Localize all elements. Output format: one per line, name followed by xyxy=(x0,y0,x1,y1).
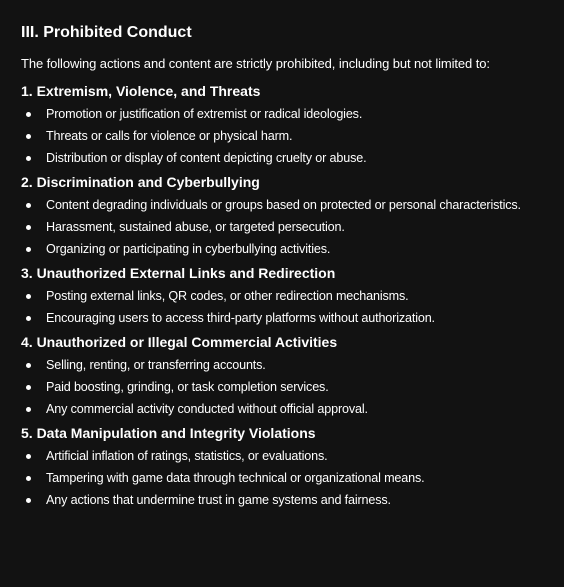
section-commercial xyxy=(21,332,544,418)
list-item xyxy=(21,218,544,236)
list-item-text: Encouraging users to access third-party platforms without authorization. xyxy=(46,311,435,325)
bullet-icon xyxy=(26,294,31,299)
intro-text: The following actions and content are strictly prohibited, including but not limited to: xyxy=(21,56,490,71)
list-item-text: Harassment, sustained abuse, or targeted persecution. xyxy=(46,220,345,234)
list-item-text: Content degrading individuals or groups based on protected or personal characteristics. xyxy=(46,198,521,212)
section-external-links xyxy=(21,263,544,327)
list-item xyxy=(21,378,544,396)
list-item xyxy=(21,287,544,305)
list-item-text: Distribution or display of content depicting cruelty or abuse. xyxy=(46,151,367,165)
list-item xyxy=(21,469,544,487)
bullet-icon xyxy=(26,498,31,503)
list-item-text: Any commercial activity conducted without official approval. xyxy=(46,402,368,416)
list-item-text: Paid boosting, grinding, or task completion services. xyxy=(46,380,329,394)
bullet-icon xyxy=(26,225,31,230)
item-list xyxy=(21,196,544,258)
bullet-icon xyxy=(26,316,31,321)
bullet-icon xyxy=(26,156,31,161)
section-data-manipulation xyxy=(21,423,544,509)
list-item xyxy=(21,196,544,214)
section-discrimination xyxy=(21,172,544,258)
item-list xyxy=(21,105,544,167)
list-item xyxy=(21,400,544,418)
list-item-text: Promotion or justification of extremist or radical ideologies. xyxy=(46,107,363,121)
item-list xyxy=(21,356,544,418)
section-heading: 4. Unauthorized or Illegal Commercial Activities xyxy=(21,334,338,350)
bullet-icon xyxy=(26,476,31,481)
item-list xyxy=(21,447,544,509)
list-item-text: Any actions that undermine trust in game systems and fairness. xyxy=(46,493,391,507)
list-item-text: Tampering with game data through technical or organizational means. xyxy=(46,471,425,485)
list-item xyxy=(21,356,544,374)
list-item xyxy=(21,149,544,167)
bullet-icon xyxy=(26,112,31,117)
bullet-icon xyxy=(26,247,31,252)
bullet-icon xyxy=(26,385,31,390)
bullet-icon xyxy=(26,363,31,368)
section-heading: 2. Discrimination and Cyberbullying xyxy=(21,174,260,190)
list-item xyxy=(21,309,544,327)
list-item-text: Organizing or participating in cyberbullying activities. xyxy=(46,242,331,256)
list-item-text: Threats or calls for violence or physical harm. xyxy=(46,129,293,143)
list-item-text: Posting external links, QR codes, or other redirection mechanisms. xyxy=(46,289,409,303)
section-heading: 3. Unauthorized External Links and Redirection xyxy=(21,265,336,281)
list-item-text: Artificial inflation of ratings, statistics, or evaluations. xyxy=(46,449,328,463)
list-item xyxy=(21,105,544,123)
section-heading: 1. Extremism, Violence, and Threats xyxy=(21,83,261,99)
section-heading: 5. Data Manipulation and Integrity Violations xyxy=(21,425,316,441)
list-item xyxy=(21,127,544,145)
section-extremism xyxy=(21,81,544,167)
document-title: III. Prohibited Conduct xyxy=(21,24,192,41)
list-item xyxy=(21,447,544,465)
bullet-icon xyxy=(26,203,31,208)
bullet-icon xyxy=(26,454,31,459)
bullet-icon xyxy=(26,407,31,412)
list-item-text: Selling, renting, or transferring accounts. xyxy=(46,358,266,372)
item-list xyxy=(21,287,544,327)
bullet-icon xyxy=(26,134,31,139)
list-item xyxy=(21,491,544,509)
list-item xyxy=(21,240,544,258)
